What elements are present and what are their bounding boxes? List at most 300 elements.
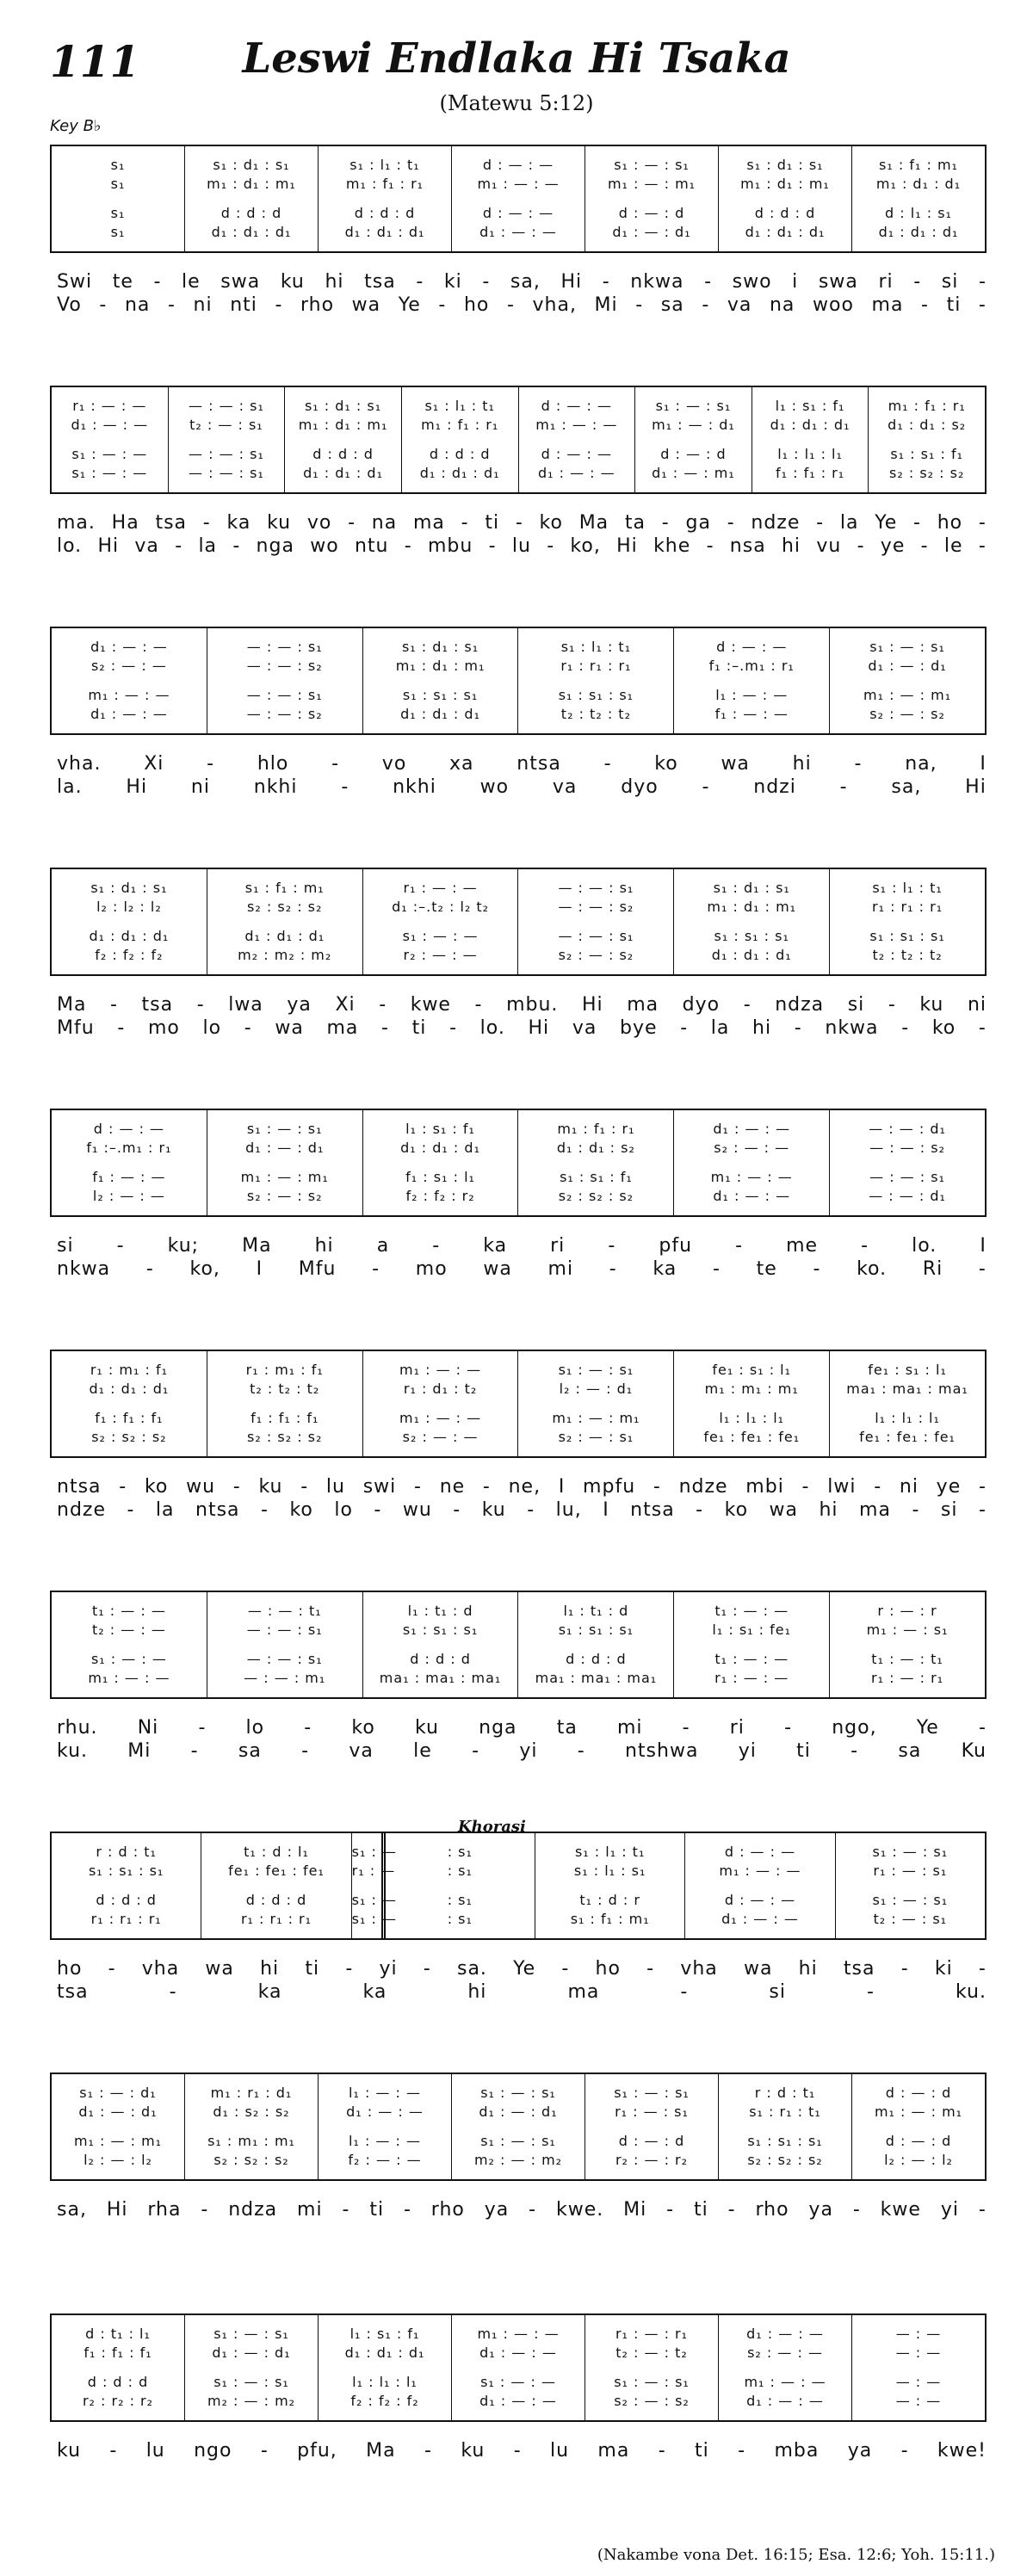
- soprano-part: l₁ : s₁ : f₁: [405, 1121, 475, 1137]
- bass-part: s₂ : s₂ : s₂: [558, 1188, 634, 1204]
- tenor-part: s₁ : — : s₁: [872, 1892, 949, 1908]
- bass-part: — : — : s₂: [246, 706, 323, 722]
- bass-part: — : — : m₁: [244, 1670, 326, 1686]
- alto-part: m₁ : d₁ : m₁: [707, 899, 797, 915]
- bass-part: s₂ : — : s₂: [558, 947, 634, 963]
- lyric-line-verse-1: [57, 2198, 987, 2221]
- lyric-syllable: ka: [653, 1258, 677, 1280]
- tenor-part: s₁ : s₁ : s₁: [558, 687, 634, 703]
- measure: [401, 387, 518, 492]
- lyric-syllable: yi: [519, 1740, 538, 1762]
- lyrics: [57, 1475, 987, 1522]
- lyric-syllable: ntshwa: [624, 1740, 699, 1762]
- lyric-syllable: swa: [220, 271, 261, 293]
- bass-part: s₂ : s₂ : s₂: [91, 1429, 167, 1445]
- tenor-part: d : — : —: [482, 205, 554, 221]
- lyric-syllable: -: [861, 1235, 869, 1257]
- lyric-syllable: i: [792, 271, 799, 293]
- lyric-line-verse-2: [57, 1016, 987, 1040]
- lyric-syllable: -: [482, 271, 491, 293]
- lyric-syllable: hi: [819, 1499, 838, 1521]
- lyric-syllable: -: [794, 1017, 802, 1039]
- lyrics: [57, 2198, 987, 2221]
- lyric-syllable: ni: [193, 294, 213, 316]
- bass-part: ma₁ : ma₁ : ma₁: [379, 1670, 502, 1686]
- measure: [52, 869, 207, 974]
- lyric-syllable: -: [331, 753, 340, 775]
- lyric-syllable: -: [117, 1017, 126, 1039]
- lyric-syllable: hi: [260, 1958, 280, 1980]
- bass-part: l₂ : — : l₂: [84, 2152, 152, 2168]
- lyric-syllable: la: [839, 512, 859, 534]
- bass-part: — : — : s₁: [189, 465, 264, 481]
- measure: [829, 1110, 985, 1215]
- alto-part: t₂ : — : —: [92, 1622, 166, 1638]
- lyric-syllable: vha: [680, 1958, 718, 1980]
- measure: [207, 1592, 362, 1697]
- lyric-syllable: -: [374, 1499, 382, 1521]
- lyric-syllable: ntsa: [516, 753, 561, 775]
- lyric-syllable: vo: [306, 512, 332, 534]
- lyric-syllable: -: [680, 1017, 689, 1039]
- measure: [718, 2074, 851, 2179]
- soprano-part: — : — : t₁: [247, 1603, 322, 1619]
- alto-part: f₁ :–.m₁ : r₁: [708, 658, 795, 674]
- hymn-number: 111: [50, 36, 140, 87]
- lyric-syllable: -: [474, 994, 483, 1016]
- lyric-syllable: ri: [729, 1717, 745, 1739]
- lyric-syllable: ndza: [228, 2199, 278, 2221]
- lyric-syllable: mo: [147, 1017, 180, 1039]
- soprano-part: s₁ : d₁ : s₁: [401, 639, 479, 655]
- lyric-syllable: nti: [230, 294, 257, 316]
- lyric-syllable: dyo: [682, 994, 721, 1016]
- lyric-syllable: ndzi: [753, 776, 796, 798]
- lyric-syllable: Hi: [126, 776, 148, 798]
- lyric-line-verse-1: [57, 511, 987, 534]
- measure: [517, 1110, 673, 1215]
- lyric-syllable: -: [196, 994, 205, 1016]
- lyric-syllable: lo.: [479, 1017, 505, 1039]
- alto-part: m₁ : — : m₁: [874, 2103, 963, 2120]
- bass-part: d₁ : — : —: [479, 224, 557, 240]
- lyric-syllable: -: [900, 2440, 909, 2462]
- lyric-syllable: na: [769, 294, 795, 316]
- bass-part: d₁ : d₁ : d₁: [211, 224, 292, 240]
- lyric-syllable: I: [980, 1235, 987, 1257]
- soprano-part: s₁ : l₁ : t₁: [560, 639, 632, 655]
- alto-part: — : —: [895, 2344, 942, 2361]
- bass-part: d₁ : — : —: [746, 2393, 824, 2409]
- lyric-syllable: ko: [539, 512, 563, 534]
- lyric-syllable: me: [786, 1235, 819, 1257]
- lyric-syllable: -: [301, 1740, 310, 1762]
- lyric-line-verse-1: [57, 270, 987, 293]
- lyric-syllable: vha.: [57, 753, 102, 775]
- tenor-part: d : — : —: [724, 1892, 796, 1908]
- lyric-syllable: Mfu: [298, 1258, 337, 1280]
- bass-part: s₁ : —: [351, 1911, 397, 1927]
- soprano-part: d : — : —: [724, 1844, 796, 1860]
- lyric-syllable: -: [424, 2440, 432, 2462]
- tenor-part: s₁ : — : —: [90, 1651, 167, 1667]
- soprano-part: r₁ : — : r₁: [615, 2326, 689, 2342]
- lyric-syllable: ma: [597, 2440, 630, 2462]
- lyric-syllable: -: [403, 2199, 411, 2221]
- lyric-syllable: mo: [415, 1258, 448, 1280]
- measure: [535, 1833, 684, 1938]
- bass-part: s₁ : f₁ : m₁: [570, 1911, 650, 1927]
- lyric-syllable: -: [900, 1958, 909, 1980]
- lyric-syllable: le: [943, 535, 963, 557]
- lyric-syllable: -: [175, 535, 183, 557]
- measure: [362, 1592, 518, 1697]
- bass-part: s₂ : s₂ : s₂: [213, 2152, 289, 2168]
- lyric-syllable: -: [198, 1717, 207, 1739]
- bass-part: f₂ : f₂ : f₂: [95, 947, 164, 963]
- lyric-syllable: nkwa: [630, 271, 684, 293]
- soprano-part: s₁ : l₁ : t₁: [349, 157, 420, 173]
- lyric-syllable: nsa: [729, 535, 766, 557]
- soprano-part: r₁ : — : —: [72, 398, 147, 414]
- bass-part: s₂ : — : s₂: [869, 706, 945, 722]
- alto-part: s₁ : r₁ : t₁: [749, 2103, 821, 2120]
- bass-part: t₂ : t₂ : t₂: [872, 947, 943, 963]
- alto-part: s₁ : l₁ : s₁: [573, 1863, 646, 1879]
- lyric-syllable: -: [348, 512, 356, 534]
- bass-part: d₁ : — : —: [479, 2393, 557, 2409]
- tenor-part: f₁ : f₁ : f₁: [95, 1410, 164, 1426]
- lyric-syllable: mi: [616, 1717, 643, 1739]
- measure: [868, 387, 985, 492]
- lyric-syllable: -: [866, 1981, 875, 2003]
- lyric-syllable: Ye: [875, 512, 898, 534]
- scripture-reference: (Matewu 5:12): [439, 91, 594, 115]
- tenor-part: d : d : d: [245, 1892, 307, 1908]
- lyric-syllable: -: [577, 1740, 585, 1762]
- measure: [752, 387, 869, 492]
- alto-part: d₁ : s₂ : s₂: [213, 2103, 290, 2120]
- lyric-syllable: ko,: [570, 535, 601, 557]
- soprano-part: — : — : s₁: [189, 398, 264, 414]
- soprano-part: m₁ : — : —: [399, 1362, 482, 1378]
- measure: [673, 628, 829, 733]
- soprano-part: t₁ : — : —: [714, 1603, 789, 1619]
- measure: [318, 2315, 451, 2420]
- bass-part: m₂ : — : m₂: [207, 2393, 296, 2409]
- alto-part: d₁ : — : d₁: [212, 2344, 291, 2361]
- lyric-syllable: -: [345, 1958, 354, 1980]
- bass-part: r₁ : — : —: [714, 1670, 789, 1686]
- measure: [318, 146, 451, 251]
- bass-part: l₂ : — : —: [92, 1188, 165, 1204]
- lyric-syllable: -: [472, 1740, 480, 1762]
- lyric-syllable: hi: [314, 1235, 334, 1257]
- soprano-part: m₁ : r₁ : d₁: [210, 2085, 293, 2101]
- tonic-solfa-staff: [50, 1591, 987, 1699]
- lyric-syllable: mi: [547, 1258, 574, 1280]
- lyric-syllable: ntsa: [57, 1476, 102, 1498]
- lyric-syllable: Ma: [242, 1235, 272, 1257]
- lyric-syllable: I: [980, 753, 987, 775]
- lyric-syllable: ta: [624, 512, 646, 534]
- alto-part: s₁ : s₁ : s₁: [88, 1863, 164, 1879]
- tonic-solfa-staff: [50, 145, 987, 253]
- measure: [718, 2315, 851, 2420]
- soprano-part: fe₁ : s₁ : l₁: [868, 1362, 947, 1378]
- tenor-part: s₁ : s₁ : s₁: [402, 687, 479, 703]
- lyric-syllable: -: [404, 535, 412, 557]
- tenor-part: s₁ : — : —: [402, 928, 479, 944]
- lyric-syllable: xa: [449, 753, 474, 775]
- tenor-part: m₁ : — : m₁: [73, 2133, 163, 2149]
- lyric-line-verse-2: [57, 534, 987, 558]
- alto-part: : s₁: [447, 1863, 473, 1879]
- tenor-part: f₁ : s₁ : l₁: [405, 1169, 475, 1185]
- lyric-syllable: -: [874, 1476, 882, 1498]
- alto-part: r₁ : r₁ : r₁: [872, 899, 943, 915]
- lyric-syllable: le: [413, 1740, 432, 1762]
- alto-part: m₁ : d₁ : m₁: [207, 176, 296, 192]
- tenor-part: d : — : d: [885, 2133, 952, 2149]
- tenor-part: s₁ : — : —: [480, 2374, 556, 2390]
- soprano-part: d₁ : — : —: [746, 2326, 824, 2342]
- alto-part: m₁ : d₁ : m₁: [298, 417, 388, 433]
- lyric-syllable: ko,: [189, 1258, 220, 1280]
- tenor-part: l₁ : l₁ : l₁: [719, 1410, 785, 1426]
- lyric-syllable: sa.: [456, 1958, 487, 1980]
- tenor-part: s₁ : s₁ : s₁: [747, 2133, 823, 2149]
- lyric-syllable: dyo: [621, 776, 659, 798]
- lyric-syllable: ya: [484, 2199, 510, 2221]
- bass-part: — : — : d₁: [869, 1188, 946, 1204]
- measure: [284, 387, 401, 492]
- alto-part: l₂ : — : d₁: [559, 1381, 634, 1397]
- lyric-syllable: si: [57, 1235, 74, 1257]
- bass-part: d₁ : — : —: [721, 1911, 799, 1927]
- lyric-syllable: -: [704, 271, 713, 293]
- alto-part: l₂ : l₂ : l₂: [96, 899, 162, 915]
- lyric-syllable: ma: [412, 512, 445, 534]
- soprano-part: s₁ : d₁ : s₁: [746, 157, 824, 173]
- lyric-syllable: mpfu: [583, 1476, 636, 1498]
- soprano-part: r : d : t₁: [96, 1844, 157, 1860]
- alto-part: m₁ : — : s₁: [866, 1622, 949, 1638]
- tenor-part: d : — : d: [618, 2133, 685, 2149]
- alto-part: r₁ : —: [351, 1863, 396, 1879]
- lyric-syllable: -: [453, 1499, 461, 1521]
- lyric-syllable: -: [99, 294, 108, 316]
- alto-part: m₁ : d₁ : m₁: [740, 176, 830, 192]
- lyric-syllable: ya: [808, 2199, 833, 2221]
- measure: [451, 146, 585, 251]
- lyric-syllable: ta: [556, 1717, 578, 1739]
- lyric-syllable: -: [416, 271, 424, 293]
- lyric-line-verse-1: [57, 1475, 987, 1498]
- soprano-part: s₁ : — : s₁: [872, 1844, 949, 1860]
- lyric-syllable: -: [108, 1958, 116, 1980]
- lyric-syllable: ni: [899, 1476, 919, 1498]
- alto-part: s₁ : s₁ : s₁: [402, 1622, 479, 1638]
- soprano-part: d : — : —: [93, 1121, 165, 1137]
- soprano-part: s₁ : d₁ : s₁: [90, 880, 168, 896]
- lyric-syllable: Hi: [581, 994, 603, 1016]
- alto-part: t₂ : t₂ : t₂: [250, 1381, 320, 1397]
- lyric-syllable: sa: [898, 1740, 922, 1762]
- lyric-syllable: swi: [362, 1476, 397, 1498]
- lyric-syllable: va: [727, 294, 752, 316]
- lyric-syllable: tsa: [364, 271, 396, 293]
- lyric-syllable: tsa: [155, 512, 188, 534]
- soprano-part: t₁ : d : l₁: [244, 1844, 309, 1860]
- tenor-part: l₁ : l₁ : l₁: [875, 1410, 940, 1426]
- soprano-part: d : t₁ : l₁: [85, 2326, 151, 2342]
- measure: [381, 1833, 535, 1938]
- lyric-line-verse-2: [57, 293, 987, 317]
- alto-part: d₁ : d₁ : d₁: [89, 1381, 170, 1397]
- measure: [684, 1833, 834, 1938]
- lyric-syllable: -: [602, 271, 610, 293]
- bass-part: s₂ : s₂ : s₂: [747, 2152, 823, 2168]
- lyric-syllable: lu,: [555, 1499, 582, 1521]
- tenor-part: s₁ : s₁ : f₁: [560, 1169, 633, 1185]
- measure: [517, 1592, 673, 1697]
- lyric-syllable: ho: [463, 294, 490, 316]
- lyric-syllable: si: [940, 1499, 958, 1521]
- bass-part: fe₁ : fe₁ : fe₁: [703, 1429, 801, 1445]
- soprano-part: s₁ : d₁ : s₁: [213, 157, 290, 173]
- tenor-part: s₁ : — : s₁: [614, 2374, 690, 2390]
- lyric-syllable: te: [756, 1258, 777, 1280]
- bass-part: d₁ : — : —: [713, 1188, 791, 1204]
- soprano-part: r : — : r: [877, 1603, 937, 1619]
- lyric-syllable: rho: [430, 2199, 465, 2221]
- soprano-part: s₁ : — : s₁: [614, 157, 690, 173]
- lyric-syllable: ti: [693, 2199, 708, 2221]
- soprano-part: : s₁: [447, 1844, 473, 1860]
- lyric-syllable: ki: [934, 1958, 953, 1980]
- lyrics: [57, 752, 987, 799]
- lyric-syllable: lo: [334, 1499, 353, 1521]
- tenor-part: d : d : d: [754, 205, 816, 221]
- measure: [52, 1833, 201, 1938]
- lyric-syllable: swa: [818, 271, 858, 293]
- bass-part: d₁ : — : —: [90, 706, 168, 722]
- lyric-line-verse-1: [57, 1234, 987, 1257]
- bass-part: s₂ : — : s₂: [614, 2393, 690, 2409]
- lyric-syllable: -: [608, 1235, 616, 1257]
- lyric-syllable: wa: [743, 1958, 773, 1980]
- lyric-syllable: va: [349, 1740, 374, 1762]
- lyric-syllable: -: [167, 294, 176, 316]
- alto-part: d₁ : — : —: [479, 2344, 557, 2361]
- measure: [585, 2074, 718, 2179]
- tenor-part: f₁ : f₁ : f₁: [251, 1410, 319, 1426]
- lyric-syllable: Ma: [366, 2440, 396, 2462]
- soprano-part: s₁ : — : s₁: [614, 2085, 690, 2101]
- lyric-syllable: -: [857, 535, 865, 557]
- lyric-syllable: -: [816, 512, 825, 534]
- lyric-syllable: ti: [946, 294, 962, 316]
- lyric-syllable: Mi: [594, 294, 618, 316]
- lyric-syllable: Swi: [57, 271, 93, 293]
- soprano-part: m₁ : f₁ : r₁: [557, 1121, 635, 1137]
- lyric-syllable: sa,: [510, 271, 541, 293]
- lyric-line-verse-2: [57, 1498, 987, 1522]
- lyric-syllable: -: [978, 1958, 987, 1980]
- alto-part: r₁ : d₁ : t₂: [403, 1381, 478, 1397]
- lyric-syllable: -: [913, 271, 922, 293]
- lyric-syllable: ko.: [857, 1258, 888, 1280]
- soprano-part: m₁ : f₁ : r₁: [888, 398, 966, 414]
- tenor-part: d : d : d: [566, 1651, 627, 1667]
- lyric-syllable: vu: [816, 535, 842, 557]
- tonic-solfa-staff: [50, 386, 987, 494]
- alto-part: d₁ : — : d₁: [868, 658, 947, 674]
- lyric-syllable: -: [261, 1499, 269, 1521]
- lyric-syllable: -: [449, 1017, 458, 1039]
- soprano-part: m₁ : — : —: [477, 2326, 560, 2342]
- lyric-syllable: hi: [792, 753, 812, 775]
- tenor-part: l₁ : l₁ : l₁: [352, 2374, 418, 2390]
- lyric-syllable: hi: [798, 1958, 818, 1980]
- lyric-syllable: vha,: [532, 294, 577, 316]
- lyric-line-verse-1: [57, 993, 987, 1016]
- lyric-syllable: ho: [937, 512, 963, 534]
- lyric-syllable: ko: [144, 1476, 169, 1498]
- soprano-part: s₁ : l₁ : t₁: [872, 880, 943, 896]
- lyric-syllable: -: [423, 1958, 431, 1980]
- lyric-syllable: ti: [411, 1017, 427, 1039]
- lyric-syllable: nkhi: [393, 776, 436, 798]
- alto-part: d₁ : — : d₁: [245, 1140, 325, 1156]
- lyric-syllable: -: [913, 512, 921, 534]
- lyric-syllable: nkwa: [825, 1017, 879, 1039]
- alto-part: — : — : s₁: [246, 1622, 323, 1638]
- lyric-syllable: -: [712, 1258, 721, 1280]
- lyric-syllable: la: [710, 1017, 730, 1039]
- lyric-syllable: -: [110, 994, 118, 1016]
- lyric-syllable: -: [727, 512, 735, 534]
- soprano-part: r₁ : m₁ : f₁: [90, 1362, 168, 1378]
- measure: [835, 1833, 985, 1938]
- lyric-syllable: -: [232, 1476, 241, 1498]
- lyric-syllable: -: [372, 1258, 380, 1280]
- lyric-syllable: -: [743, 994, 752, 1016]
- lyric-syllable: nga: [479, 1717, 517, 1739]
- tenor-part: — : — : s₁: [558, 928, 634, 944]
- soprano-part: s₁ : — : s₁: [558, 1362, 634, 1378]
- lyric-syllable: wa: [351, 294, 381, 316]
- lyric-syllable: ku: [461, 2440, 486, 2462]
- lyric-syllable: -: [661, 512, 670, 534]
- measure: [52, 1110, 207, 1215]
- lyric-syllable: kwe!: [937, 2440, 987, 2462]
- lyric-syllable: rho: [755, 2199, 789, 2221]
- lyric-syllable: va: [552, 776, 578, 798]
- bass-part: r₂ : — : —: [403, 947, 478, 963]
- lyric-syllable: rha: [147, 2199, 182, 2221]
- lyric-syllable: ntsa: [195, 1499, 240, 1521]
- lyric-syllable: ti: [796, 1740, 811, 1762]
- alto-part: t₂ : — : s₁: [189, 417, 263, 433]
- lyric-syllable: -: [666, 2199, 675, 2221]
- lyric-syllable: ye: [880, 535, 906, 557]
- lyric-syllable: wo: [479, 776, 510, 798]
- lyric-syllable: I: [603, 1499, 609, 1521]
- soprano-part: — : —: [895, 2326, 942, 2342]
- measure: [362, 1110, 518, 1215]
